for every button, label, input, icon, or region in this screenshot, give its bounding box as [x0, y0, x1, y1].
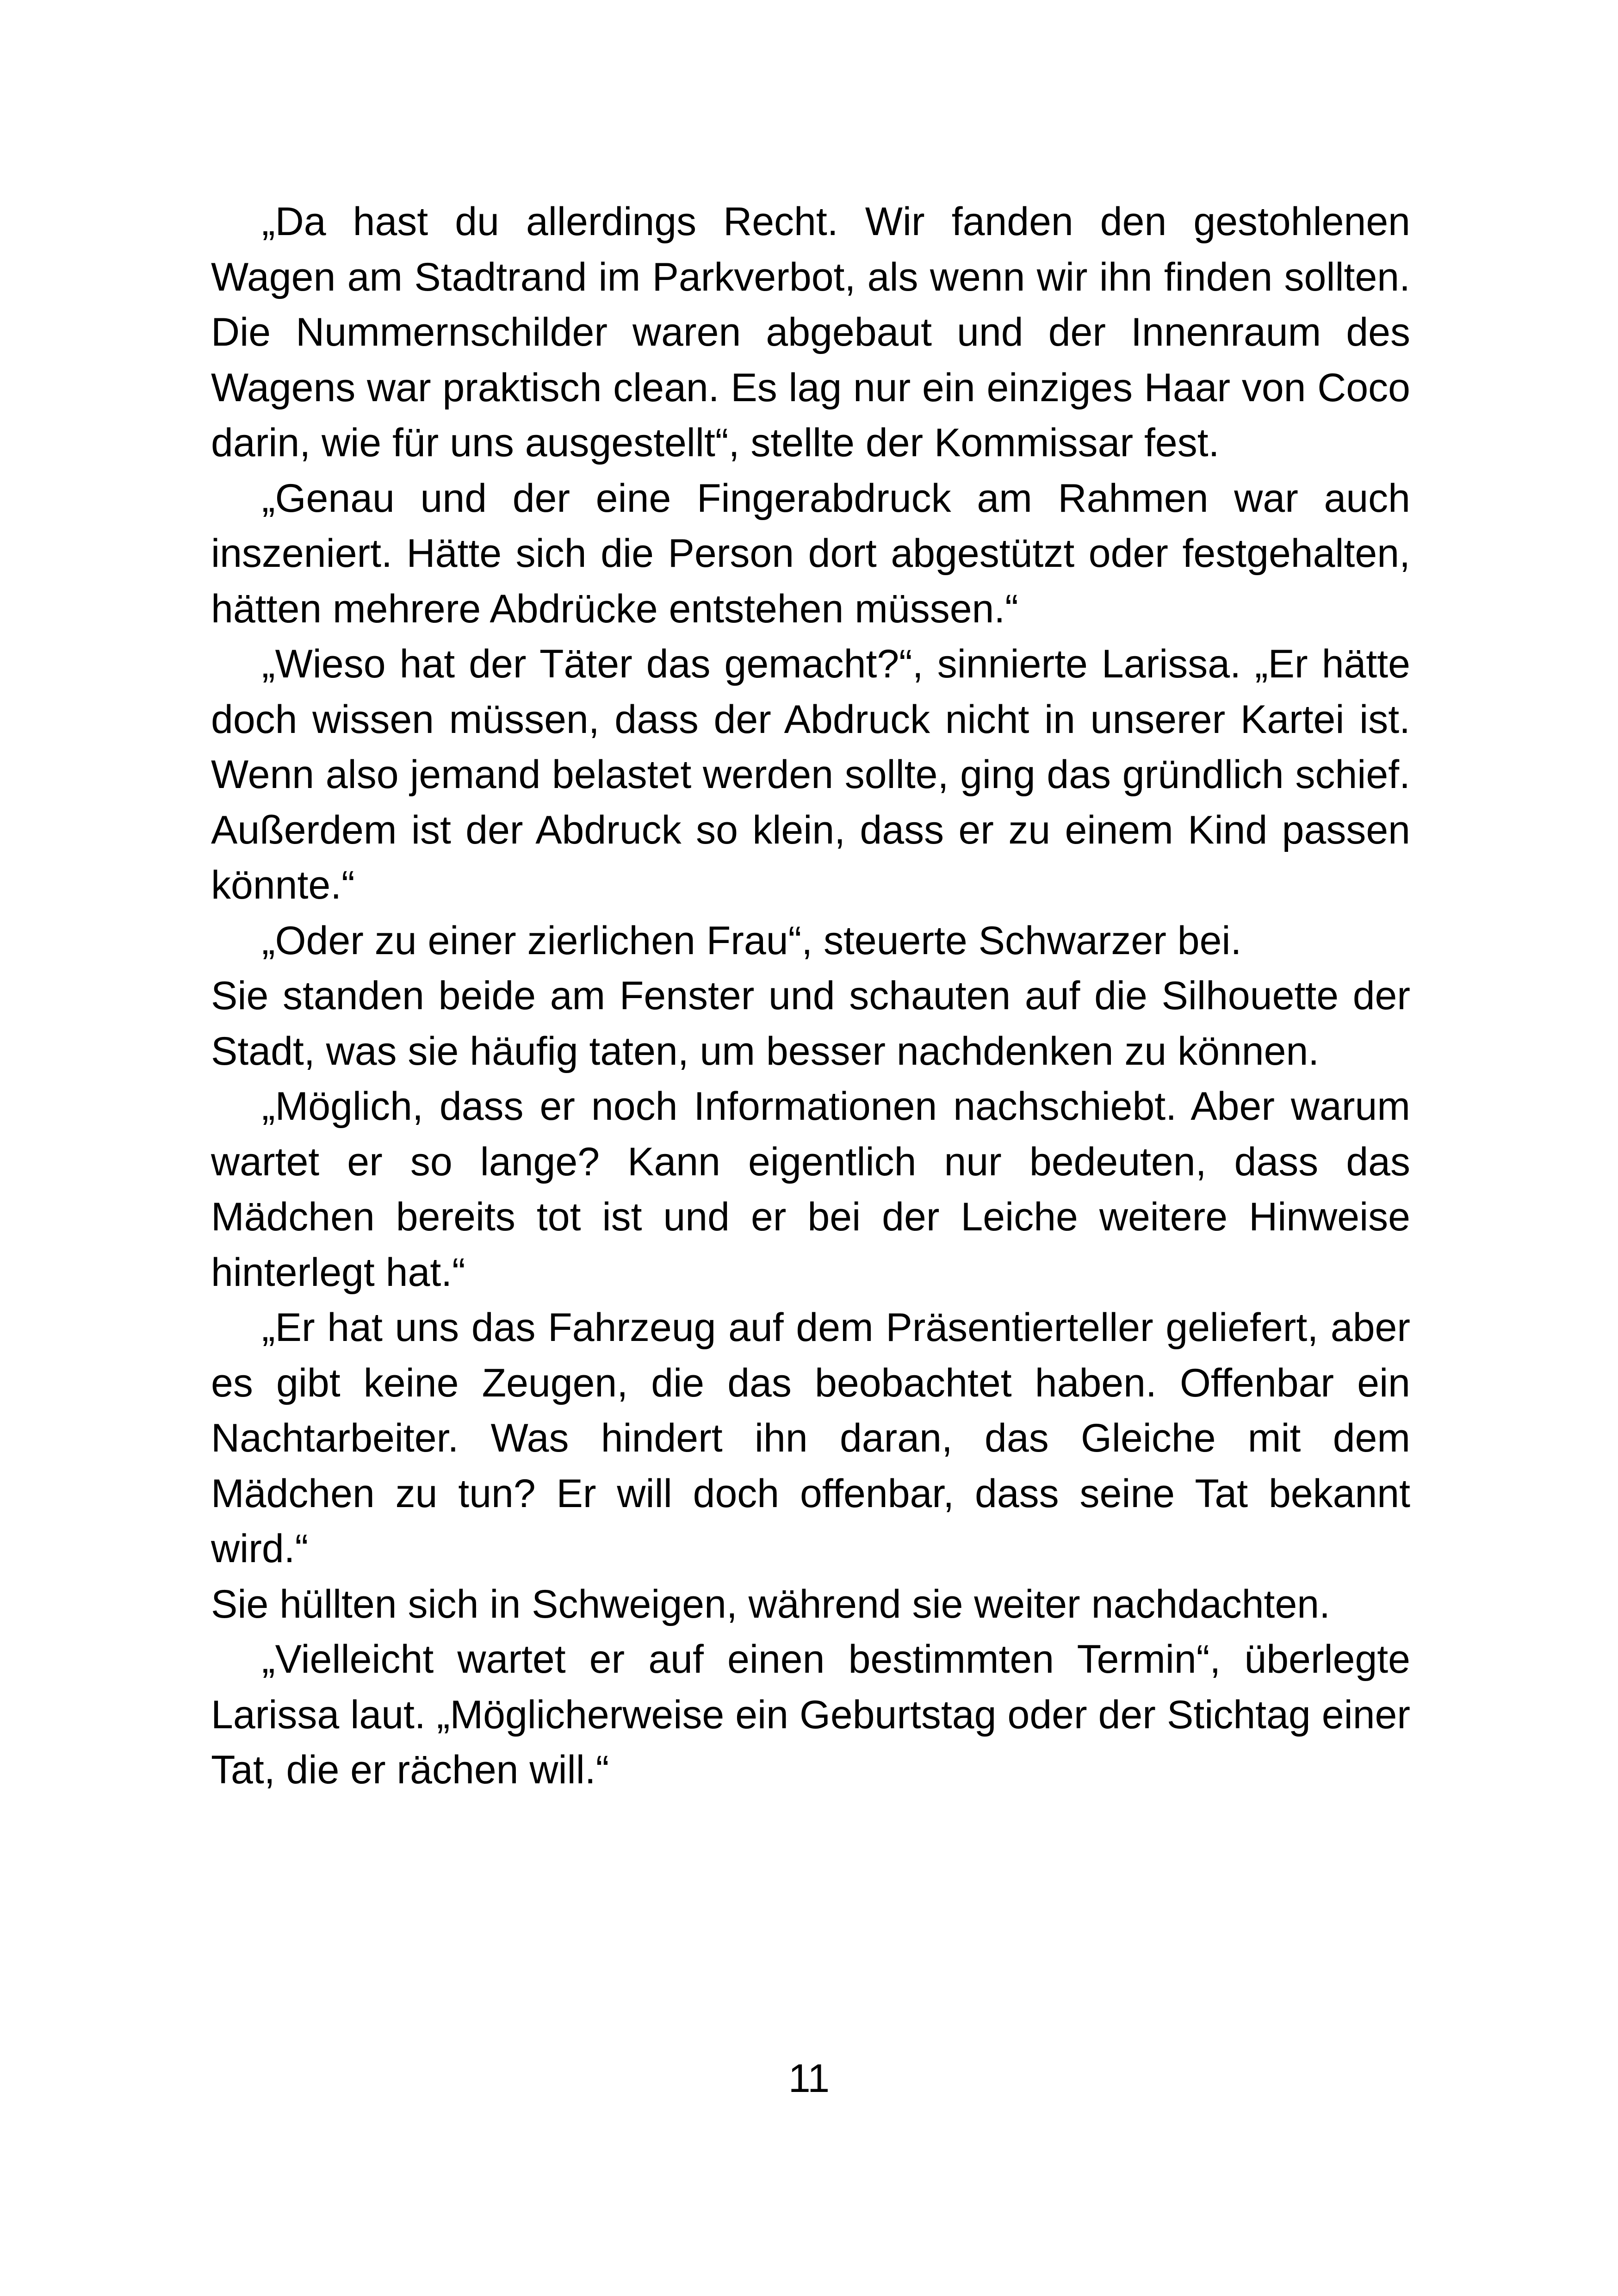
paragraph: Sie standen beide am Fenster und schauten auf die Silhouette der Stadt, was sie häufig taten, um besser nachdenken zu können.: [211, 974, 1410, 1074]
paragraph: Sie hüllten sich in Schweigen, während sie weiter nachdachten.: [211, 1582, 1331, 1626]
paragraph: „Da hast du allerdings Recht. Wir fanden den gestohlenen Wagen am Stadtrand im Parkverbot, als wenn wir ihn finden sollten. Die Nummernschilder waren abgebaut und der Innenraum des Wagens war praktisch clean. Es lag nur ein einziges Haar von Coco darin, wie für uns ausgestellt“, stellte der Kommissar fest.: [211, 199, 1410, 465]
paragraph: „Wieso hat der Täter das gemacht?“, sinnierte Larissa. „Er hätte doch wissen müssen, dass der Abdruck nicht in unserer Kartei ist. Wenn also jemand belastet werden sollte, ging das gründlich schief. Außerdem ist der Abdruck so klein, dass er zu einem Kind passen könnte.“: [211, 642, 1410, 907]
page-number: 11: [788, 2056, 830, 2101]
paragraph: „Oder zu einer zierlichen Frau“, steuerte Schwarzer bei.: [262, 918, 1242, 963]
paragraph: „Vielleicht wartet er auf einen bestimmten Termin“, überlegte Larissa laut. „Möglicherweise ein Geburtstag oder der Stichtag einer Tat, die er rächen will.“: [211, 1637, 1410, 1792]
paragraph: „Er hat uns das Fahrzeug auf dem Präsentierteller geliefert, aber es gibt keine Zeugen, die das beobachtet haben. Offenbar ein Nachtarbeiter. Was hindert ihn daran, das Gleiche mit dem Mädchen zu tun? Er will doch offenbar, dass seine Tat bekannt wird.“: [211, 1305, 1410, 1571]
paragraph: „Möglich, dass er noch Informationen nachschiebt. Aber warum wartet er so lange? Kann eigentlich nur bedeuten, dass das Mädchen bereits tot ist und er bei der Leiche weitere Hinweise hinterlegt hat.“: [211, 1084, 1410, 1295]
body-text: [211, 194, 1410, 1798]
paragraph: „Genau und der eine Fingerabdruck am Rahmen war auch inszeniert. Hätte sich die Person dort abgestützt oder festgehalten, hätten mehrere Abdrücke entstehen müssen.“: [211, 476, 1410, 631]
